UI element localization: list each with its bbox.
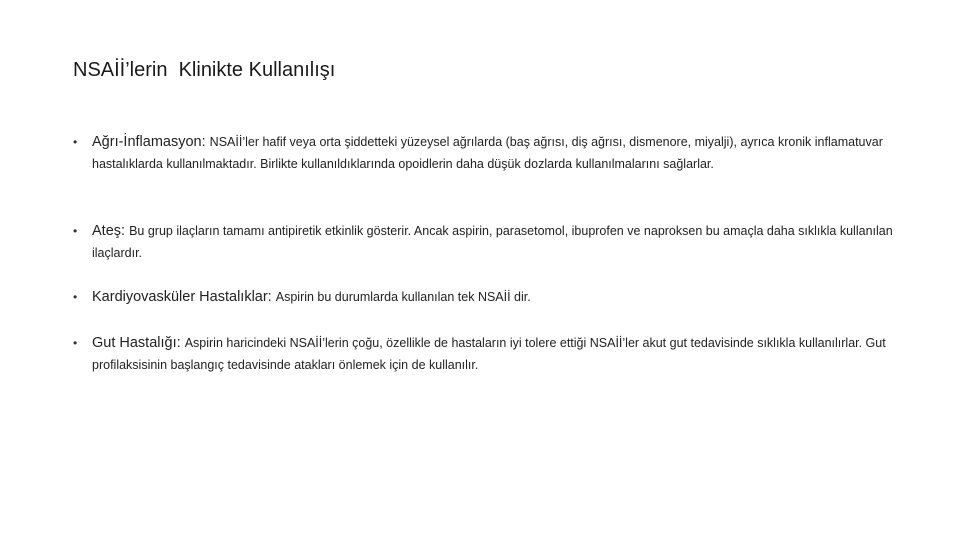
bullet-body — [92, 131, 897, 175]
bullet-text: Bu grup ilaçların tamamı antipiretik etkinlik gösterir. Ancak aspirin, parasetomol, ibuprofen ve naproksen bu amaçla daha sıklıkla kullanılan ilaçlardır. — [92, 224, 893, 260]
bullet-text: NSAİİ’ler hafif veya orta şiddetteki yüzeysel ağrılarda (baş ağrısı, diş ağrısı, dismenore, miyalji), ayrıca kronik inflamatuvar hastalıklarda kullanılmaktadır. Birlikte kullanıldıklarında opoidlerin daha düşük dozlarda kullanılmalarını sağlarlar. — [92, 135, 883, 171]
bullet-body — [92, 332, 897, 376]
bullet-item-cardiovascular — [73, 286, 903, 308]
bullet-marker: • — [73, 135, 78, 149]
bullet-text: Aspirin haricindeki NSAİİ’lerin çoğu, özellikle de hastaların iyi tolere ettiği NSAİİ’ler akut gut tedavisinde sıklıkla kullanılırlar. Gut profilaksisinin başlangıç tedavisinde atakları önlemek için de kullanılır. — [92, 336, 886, 372]
bullet-body — [92, 220, 897, 264]
bullet-term: Gut Hastalığı: — [92, 335, 185, 351]
bullet-marker: • — [73, 290, 78, 304]
slide-title: NSAİİ’lerin Klinikte Kullanılışı — [73, 59, 336, 81]
bullet-term: Ateş: — [92, 223, 130, 239]
bullet-body — [92, 286, 897, 308]
bullet-marker: • — [73, 224, 78, 238]
bullet-term: Ağrı-İnflamasyon: — [92, 134, 210, 150]
bullet-text: Aspirin bu durumlarda kullanılan tek NSAİİ dir. — [275, 290, 531, 304]
bullet-item-pain-inflammation — [73, 131, 903, 175]
bullet-term: Kardiyovasküler Hastalıklar: — [92, 289, 276, 305]
bullet-marker: • — [73, 336, 78, 350]
bullet-item-gout — [73, 332, 903, 376]
bullet-item-fever — [73, 220, 903, 264]
